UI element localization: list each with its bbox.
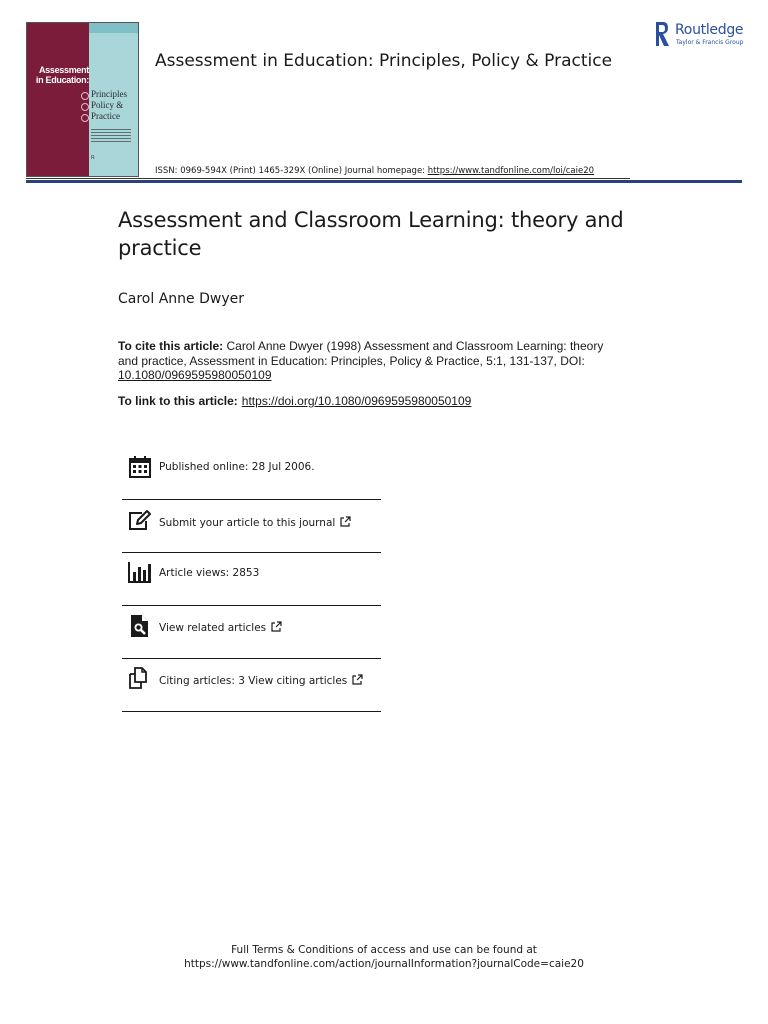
journal-cover-image [26, 22, 139, 177]
external-link-icon [271, 621, 282, 632]
article-doi-link[interactable]: https://doi.org/10.1080/0969595980050109 [241, 394, 472, 408]
header-divider [26, 178, 630, 179]
journal-homepage-link[interactable]: https://www.tandfonline.com/loi/caie20 [427, 166, 595, 176]
related-articles-row[interactable] [122, 606, 380, 658]
routledge-r-icon [654, 20, 670, 48]
article-link-label: To link to this article: [118, 394, 238, 408]
citation-doi-link[interactable]: 10.1080/0969595980050109 [118, 368, 272, 382]
related-articles-link[interactable]: View related articles [159, 621, 282, 634]
cover-publisher-logo: R [91, 155, 95, 161]
edit-icon [128, 509, 152, 533]
submit-article-link[interactable]: Submit your article to this journal [159, 516, 351, 529]
article-title: Assessment and Classroom Learning: theory and practice [118, 208, 624, 260]
published-online-row [122, 446, 380, 498]
terms-link[interactable]: https://www.tandfonline.com/action/journalInformation?journalCode=caie20 [184, 958, 584, 970]
cover-title: Assessment in Education: [35, 65, 89, 85]
journal-title: Assessment in Education: Principles, Policy & Practice [155, 51, 613, 71]
external-link-icon [340, 516, 351, 527]
citing-articles-link[interactable]: Citing articles: 3 View citing articles [159, 674, 363, 687]
article-views-row [122, 553, 380, 605]
calendar-icon [128, 455, 152, 479]
article-link-line [118, 394, 471, 408]
publisher-group: Taylor & Francis Group [676, 39, 744, 46]
bar-chart-icon [128, 560, 152, 584]
info-divider [122, 711, 381, 712]
submit-article-row[interactable] [122, 500, 380, 552]
article-views-text: Article views: 2853 [159, 567, 260, 579]
issn-text: ISSN: 0969-594X (Print) 1465-329X (Online) Journal homepage: [155, 166, 428, 176]
citation-block [118, 339, 618, 383]
citation-text: Carol Anne Dwyer (1998) Assessment and Classroom Learning: theory and practice, Assessment in Education: Principles, Policy & Practice, 5:1, 131-137, DOI: [118, 339, 604, 368]
cover-subtitle: Principles Policy & Practice [91, 89, 127, 121]
copy-icon [128, 666, 152, 690]
article-author: Carol Anne Dwyer [118, 291, 244, 307]
header-rule [26, 180, 742, 183]
document-search-icon [128, 614, 152, 638]
publisher-name: Routledge [675, 22, 744, 38]
published-online-text: Published online: 28 Jul 2006. [159, 461, 315, 473]
citing-articles-row[interactable] [122, 659, 380, 711]
external-link-icon [352, 674, 363, 685]
terms-text: Full Terms & Conditions of access and use can be found at [231, 944, 537, 956]
terms-footer [0, 943, 768, 971]
citation-label: To cite this article: [118, 339, 224, 353]
issn-line [155, 166, 594, 176]
